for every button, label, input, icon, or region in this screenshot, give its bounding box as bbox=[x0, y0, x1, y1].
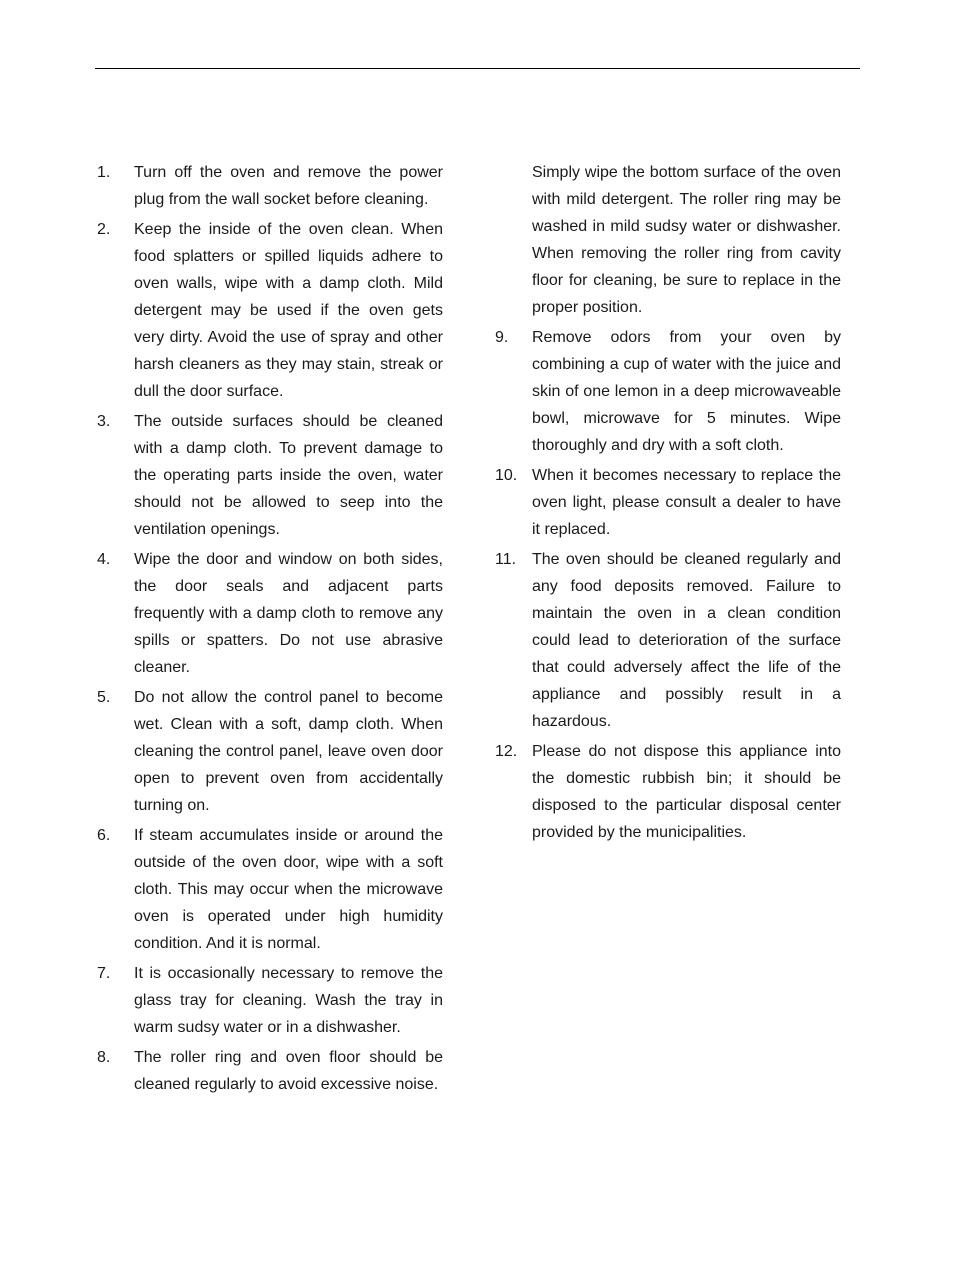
item-text: Do not allow the control panel to become wet. Clean with a soft, damp cloth. When cleaning the control panel, leave oven door open to prevent oven from accidentally turning on. bbox=[134, 689, 443, 814]
list-item bbox=[495, 324, 841, 459]
list-item bbox=[97, 684, 443, 819]
list-item bbox=[97, 1044, 443, 1098]
item-text: The roller ring and oven floor should be cleaned regularly to avoid excessive noise. bbox=[134, 1049, 443, 1093]
item-text: The outside surfaces should be cleaned with a damp cloth. To prevent damage to the operating parts inside the oven, water should not be allowed to seep into the ventilation openings. bbox=[134, 413, 443, 538]
item-number: 6. bbox=[97, 827, 111, 844]
header-rule bbox=[95, 68, 860, 69]
list-item bbox=[97, 159, 443, 213]
item-number: 5. bbox=[97, 689, 111, 706]
list-item bbox=[97, 822, 443, 957]
item-number: 11. bbox=[495, 551, 517, 568]
list-item bbox=[495, 546, 841, 735]
item-text: It is occasionally necessary to remove the glass tray for cleaning. Wash the tray in warm sudsy water or in a dishwasher. bbox=[134, 965, 443, 1036]
item-text: Remove odors from your oven by combining a cup of water with the juice and skin of one lemon in a deep microwaveable bowl, microwave for 5 minutes. Wipe thoroughly and dry with a soft cloth. bbox=[532, 329, 841, 454]
list-item bbox=[97, 216, 443, 405]
item-number: 4. bbox=[97, 551, 111, 568]
item-text: When it becomes necessary to replace the oven light, please consult a dealer to have it replaced. bbox=[532, 467, 841, 538]
item-number: 7. bbox=[97, 965, 111, 982]
list-item bbox=[97, 960, 443, 1041]
item-number: 1. bbox=[97, 164, 111, 181]
list-item bbox=[97, 546, 443, 681]
list-item bbox=[97, 408, 443, 543]
item-continuation: Simply wipe the bottom surface of the oven with mild detergent. The roller ring may be washed in mild sudsy water or dishwasher. When removing the roller ring from cavity floor for cleaning, be sure to replace in the proper position. bbox=[532, 164, 841, 316]
item-text: The oven should be cleaned regularly and any food deposits removed. Failure to maintain the oven in a clean condition could lead to deterioration of the surface that could adversely affect the life of the appliance and possibly result in a hazardous. bbox=[532, 551, 841, 730]
item-number: 10. bbox=[495, 467, 518, 484]
right-column bbox=[495, 159, 841, 849]
item-text: Keep the inside of the oven clean. When food splatters or spilled liquids adhere to oven walls, wipe with a damp cloth. Mild detergent may be used if the oven gets very dirty. Avoid the use of spray and other harsh cleaners as they may stain, streak or dull the door surface. bbox=[134, 221, 443, 400]
item-text: Wipe the door and window on both sides, the door seals and adjacent parts frequently with a damp cloth to remove any spills or spatters. Do not use abrasive cleaner. bbox=[134, 551, 443, 676]
list-item bbox=[495, 462, 841, 543]
left-column bbox=[97, 159, 443, 1101]
item-number: 12. bbox=[495, 743, 518, 760]
item-number: 8. bbox=[97, 1049, 111, 1066]
item-text: Please do not dispose this appliance into the domestic rubbish bin; it should be disposed to the particular disposal center provided by the municipalities. bbox=[532, 743, 841, 841]
list-item bbox=[495, 738, 841, 846]
item-number: 2. bbox=[97, 221, 111, 238]
item-text: Turn off the oven and remove the power plug from the wall socket before cleaning. bbox=[134, 164, 443, 208]
item-number: 3. bbox=[97, 413, 111, 430]
item-number: 9. bbox=[495, 329, 509, 346]
item-text: If steam accumulates inside or around the outside of the oven door, wipe with a soft cloth. This may occur when the microwave oven is operated under high humidity condition. And it is normal. bbox=[134, 827, 443, 952]
